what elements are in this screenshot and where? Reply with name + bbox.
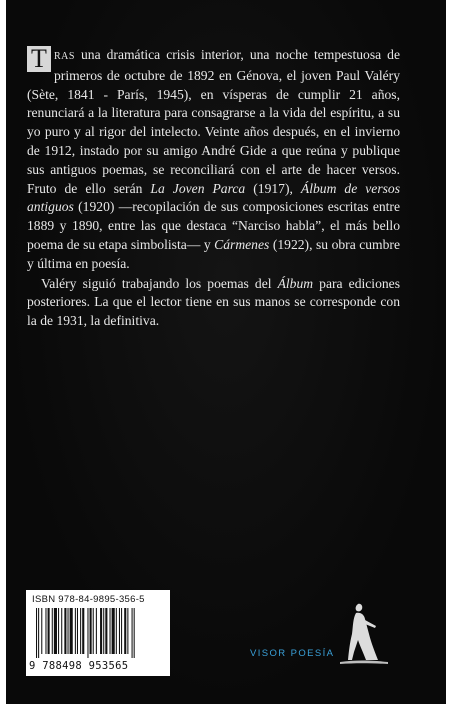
book-title: Cármenes: [214, 236, 270, 252]
smallcaps-lead: RAS: [54, 51, 75, 62]
publisher-logo-icon: [336, 600, 392, 670]
synopsis-paragraph-1: [27, 46, 400, 274]
synopsis: [27, 46, 400, 331]
barcode-panel: [26, 590, 170, 676]
barcode-digits: 9 788498 953565: [29, 660, 129, 672]
paragraph-text: (1917),: [245, 180, 301, 196]
paragraph-text: (1922), su obra cumbre y última en poesía.: [27, 236, 400, 271]
paragraph-text: (1920) —recopilación de sus composiciones escritas entre 1889 y 1890, entre las que destaca “Narciso habla”, el más bello poema de su etapa simbolista— y: [27, 199, 400, 252]
book-title: Álbum de versos antiguos: [27, 180, 400, 215]
paragraph-text: Valéry siguió trabajando los poemas del: [41, 275, 278, 291]
paragraph-text: para ediciones posteriores. La que el lector tiene en sus manos se corresponde con la de 1931, la definitiva.: [27, 275, 400, 329]
paragraph-text: una dramática crisis interior, una noche tempestuosa de primeros de octubre de 1892 en Génova, el joven Paul Valéry (Sète, 1841 - París, 1945), en vísperas de cumplir 21 años, renunciará a la literatura para consagrarse a la vida del espíritu, a su yo puro y al rigor del intelecto. Veinte años después, en el invierno de 1912, instado por su amigo André Gide a que reúna y publique sus antiguos poemas, se reconciliará con el arte de hacer versos. Fruto de ello serán: [27, 47, 400, 196]
barcode-icon: [34, 608, 162, 658]
book-title: La Joven Parca: [150, 180, 246, 196]
synopsis-paragraph-2: [27, 275, 400, 331]
book-title: Álbum: [277, 275, 314, 291]
isbn-label: ISBN 978-84-9895-356-5: [32, 594, 145, 605]
drop-cap: T: [27, 46, 51, 72]
publisher-name: VISOR POESÍA: [250, 648, 335, 659]
